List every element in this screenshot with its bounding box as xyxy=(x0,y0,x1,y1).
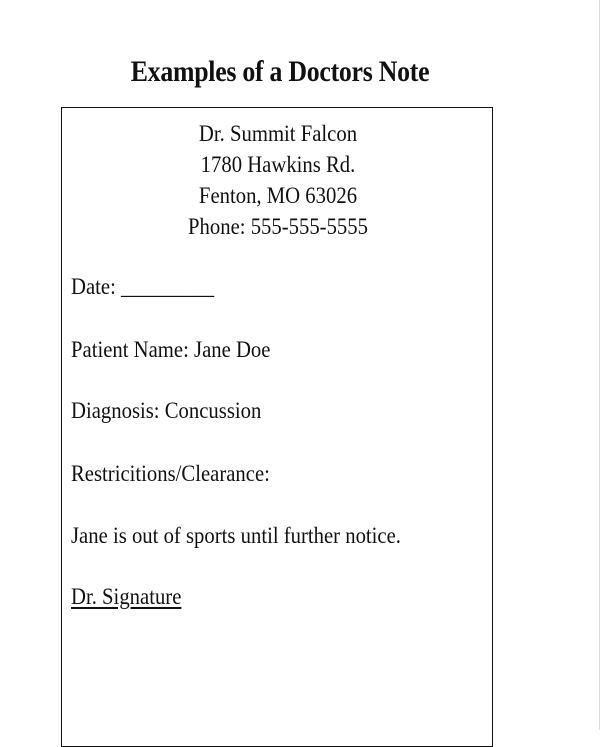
restriction-statement: Jane is out of sports until further notice. xyxy=(71,523,401,548)
doctor-name: Dr. Summit Falcon xyxy=(198,121,358,146)
page-title: Examples of a Doctors Note xyxy=(130,55,430,88)
doctor-city: Fenton, MO 63026 xyxy=(198,183,358,208)
signature-line: Dr. Signature xyxy=(71,584,182,609)
date-field: Date: _________ xyxy=(71,274,215,299)
patient-name-field: Patient Name: Jane Doe xyxy=(71,337,271,362)
doctor-phone: Phone: 555-555-5555 xyxy=(188,214,368,239)
doctor-address: 1780 Hawkins Rd. xyxy=(200,152,356,177)
doctor-header xyxy=(62,118,494,242)
doctor-note-box xyxy=(61,107,493,747)
diagnosis-field: Diagnosis: Concussion xyxy=(71,398,262,423)
restrictions-field: Restricitions/Clearance: xyxy=(71,461,270,486)
